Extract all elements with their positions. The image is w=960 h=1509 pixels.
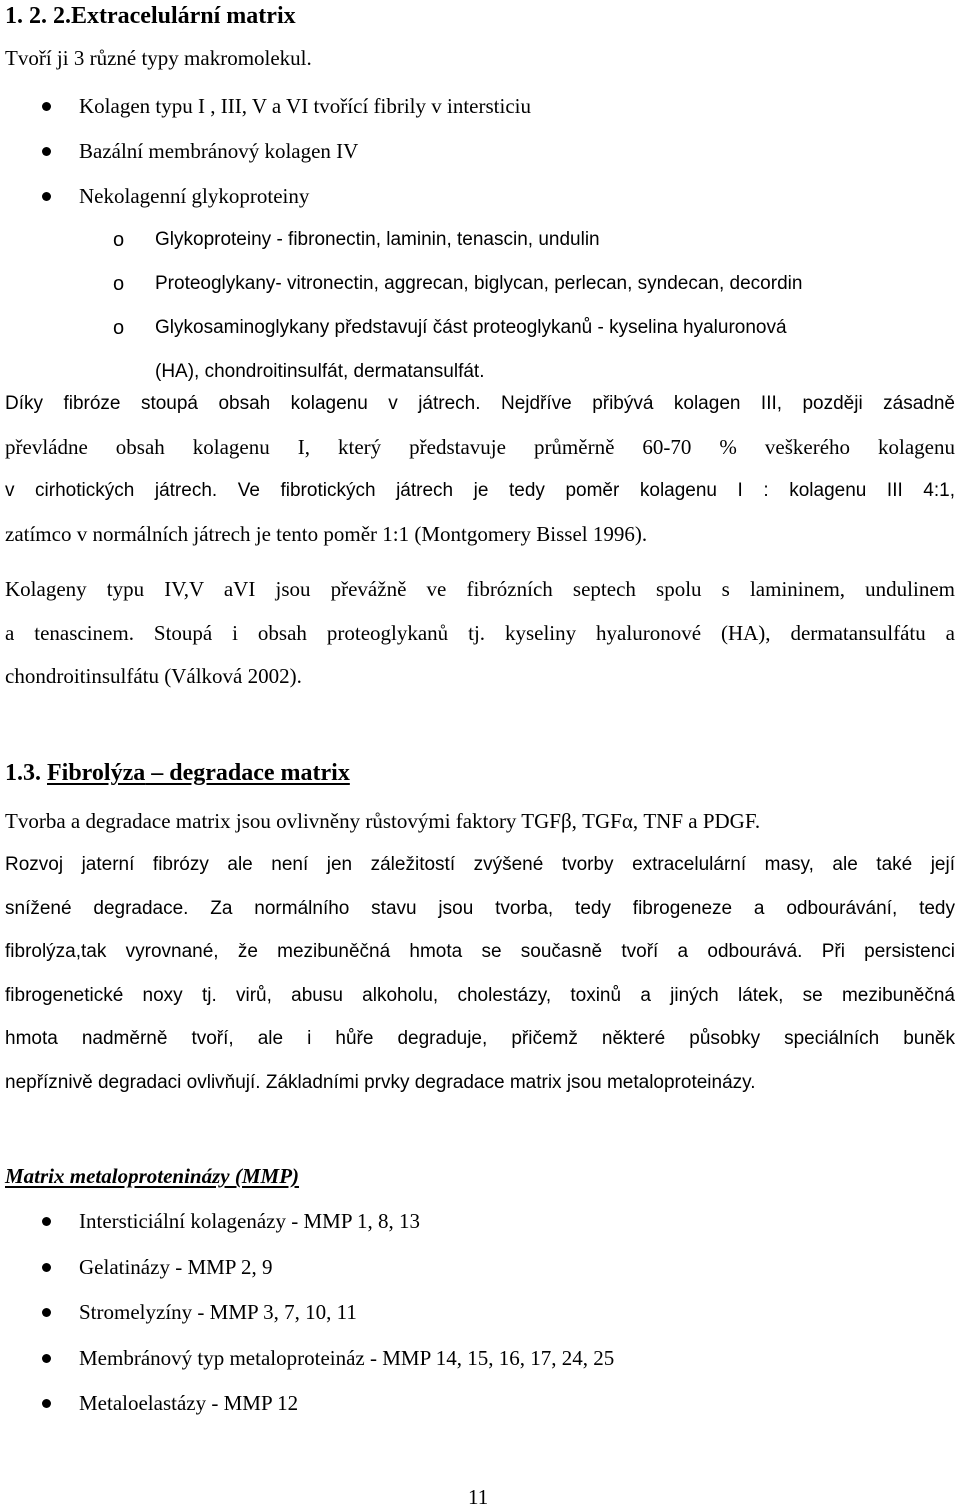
sublist-item [5,230,955,274]
mmp-list [5,1211,955,1439]
section-heading-fibrolysis: 1.3. Fibrolýza – degradace matrix [5,760,350,786]
sublist-item [5,318,955,362]
sublist-item-text: Proteoglykany- vitronectin, aggrecan, biglycan, perlecan, syndecan, decordin [155,273,803,294]
bullet-icon [42,1263,51,1272]
list-item [5,1393,955,1439]
list-item [5,1345,955,1394]
section-heading: 1. 2. 2.Extracelulární matrix [5,3,296,29]
sublist-item-text: Glykoproteiny - fibronectin, laminin, tenascin, undulin [155,229,600,250]
degradation-paragraph: Tvorba a degradace matrix jsou ovlivněny růstovými faktory TGFβ, TGFα, TNF a PDGF. [5,809,761,833]
bullet-icon [42,102,51,111]
sublist-item [5,274,955,318]
circle-bullet-icon: o [113,229,125,251]
list-item-text: Nekolagenní glykoproteiny [79,184,310,208]
sublist-item-text: Glykosaminoglykany představují část proteoglykanů - kyselina hyaluronová [155,317,787,338]
list-item-text: Kolagen typu I , III, V a VI tvořící fibrily v intersticiu [79,94,531,118]
macromolecule-list [5,96,955,231]
glycoprotein-sublist [5,230,955,406]
fibrosis-development-paragraph: Rozvoj jaterní fibrózy ale není jen záležitostí zvýšené tvorby extracelulární masy, ale také její snížené degradace. Za normálního stavu jsou tvorba, tedy fibrogeneze a odbourávání, tedy fibrolýza,tak vyrovnané, že mezibuněčná hmota se současně tvoří a odbourává. Při persistenci fibrogenetické noxy tj. virů, abusu alkoholu, cholestázy, toxinů a jiných látek, se mezibuněčná hmota nadměrně tvoří, ale i hůře degraduje, přičemž některé působky speciálních buněk nepříznivě degradaci ovlivňují. Základními prvky degradace matrix jsou metaloproteinázy. [5,854,955,1093]
list-item [5,186,955,231]
list-item [5,1302,955,1348]
list-item [5,1211,955,1257]
list-item-text: Stromelyzíny - MMP 3, 7, 10, 11 [79,1300,357,1324]
sublist-item-text: (HA), chondroitinsulfát, dermatansulfát. [155,361,485,382]
circle-bullet-icon: o [113,273,125,295]
collagen-paragraph: Kolageny typu IV,V aVI jsou převážně ve fibrózních septech spolu s lamininem, undulinem a tenascinem. Stoupá i obsah proteoglykanů tj. kyseliny hyaluronové (HA), dermatansulfátu a chondroitinsulfátu (Válková 2002). [5,577,955,688]
circle-bullet-icon: o [113,317,125,339]
list-item [5,141,955,186]
bullet-icon [42,1399,51,1408]
list-item-text: Gelatinázy - MMP 2, 9 [79,1254,273,1279]
bullet-icon [42,1354,51,1363]
mmp-heading: Matrix metaloproteninázy (MMP) [5,1164,300,1188]
bullet-icon [42,1217,51,1226]
intro-text: Tvoří ji 3 různé typy makromolekul. [5,46,312,70]
page-number: 11 [468,1485,489,1509]
bullet-icon [42,192,51,201]
list-item-text: Metaloelastázy - MMP 12 [79,1391,299,1415]
bullet-icon [42,147,51,156]
list-item-text: Membránový typ metaloproteináz - MMP 14, 15, 16, 17, 24, 25 [79,1345,615,1370]
list-item [5,96,955,141]
list-item [5,1254,955,1303]
list-item-text: Intersticiální kolagenázy - MMP 1, 8, 13 [79,1209,420,1233]
bullet-icon [42,1308,51,1317]
fibrosis-paragraph: Díky fibróze stoupá obsah kolagenu v játrech. Nejdříve přibývá kolagen III, později zásadně převládne obsah kolagenu I, který představuje průměrně 60-70 % veškerého kolagenu v cirhotických játrech. Ve fibrotických játrech je tedy poměr kolagenu I : kolagenu III 4:1, zatímco v normálních játrech je tento poměr 1:1 (Montgomery Bissel 1996). [5,393,955,546]
list-item-text: Bazální membránový kolagen IV [79,139,359,163]
